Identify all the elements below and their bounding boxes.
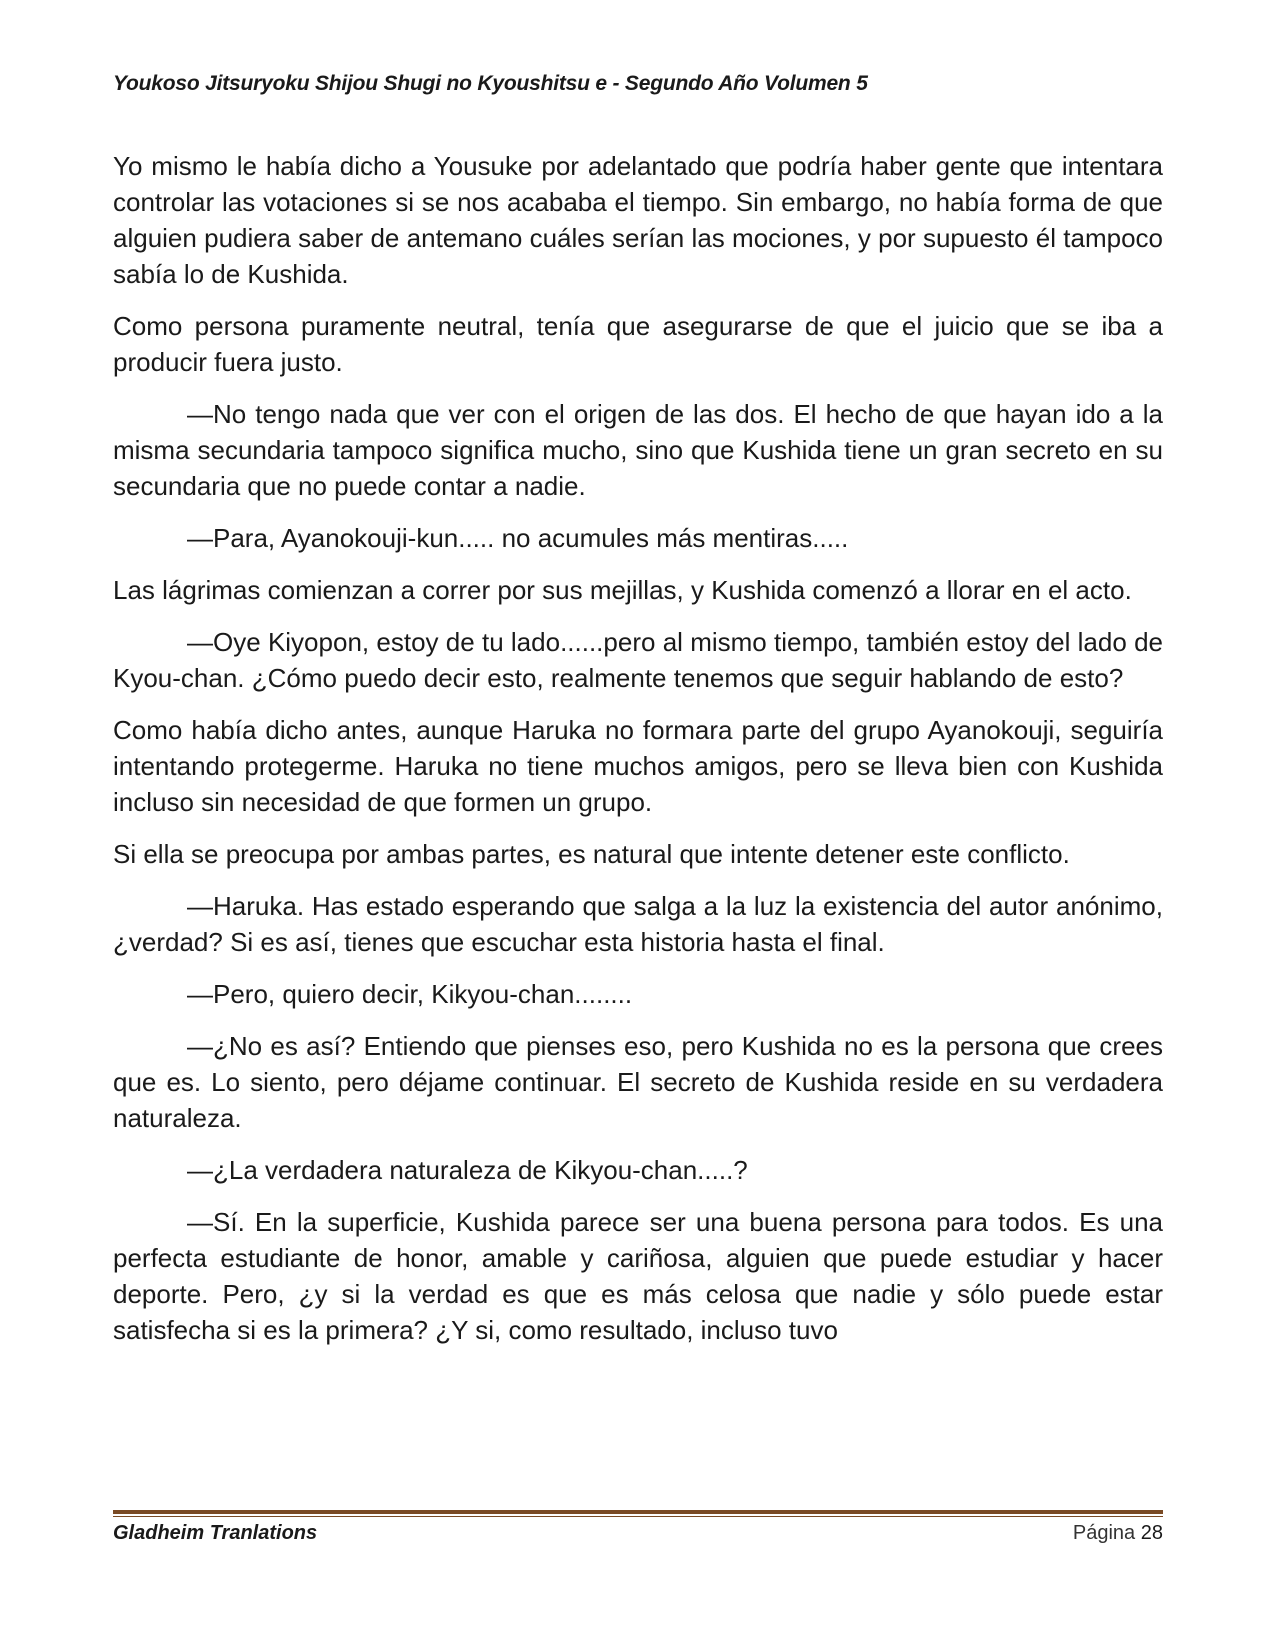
- paragraph-11: —¿No es así? Entiendo que pienses eso, pero Kushida no es la persona que crees que es. Lo siento, pero déjame continuar. El secreto de Kushida reside en su verdadera naturaleza.: [113, 1031, 1163, 1133]
- paragraph-13: —Sí. En la superficie, Kushida parece ser una buena persona para todos. Es una perfecta estudiante de honor, amable y cariñosa, alguien que puede estudiar y hacer deporte. Pero, ¿y si la verdad es que es más celosa que nadie y sólo puede estar satisfecha si es la primera? ¿Y si, como resultado, incluso tuvo: [113, 1207, 1163, 1345]
- paragraph-12: —¿La verdadera naturaleza de Kikyou-chan.....?: [187, 1155, 748, 1185]
- paragraph-7: Como había dicho antes, aunque Haruka no formara parte del grupo Ayanokouji, seguiría intentando protegerme. Haruka no tiene muchos amigos, pero se lleva bien con Kushida incluso sin necesidad de que formen un grupo.: [113, 715, 1163, 817]
- paragraph-4: —Para, Ayanokouji-kun..... no acumules más mentiras.....: [187, 523, 849, 553]
- footer-credit: Gladheim Tranlations: [113, 1522, 318, 1544]
- body-text: [113, 148, 1163, 1364]
- paragraph-1: Yo mismo le había dicho a Yousuke por adelantado que podría haber gente que intentara controlar las votaciones si se nos acababa el tiempo. Sin embargo, no había forma de que alguien pudiera saber de antemano cuáles serían las mociones, y por supuesto él tampoco sabía lo de Kushida.: [113, 151, 1163, 289]
- footer-page-indicator: [1073, 1522, 1163, 1545]
- paragraph-2: Como persona puramente neutral, tenía que asegurarse de que el juicio que se iba a producir fuera justo.: [113, 311, 1163, 377]
- paragraph-10: —Pero, quiero decir, Kikyou-chan........: [187, 979, 633, 1009]
- paragraph-5: Las lágrimas comienzan a correr por sus mejillas, y Kushida comenzó a llorar en el acto.: [113, 575, 1132, 605]
- page-header-title: Youkoso Jitsuryoku Shijou Shugi no Kyoushitsu e - Segundo Año Volumen 5: [113, 72, 868, 95]
- paragraph-3: —No tengo nada que ver con el origen de las dos. El hecho de que hayan ido a la misma secundaria tampoco significa mucho, sino que Kushida tiene un gran secreto en su secundaria que no puede contar a nadie.: [113, 399, 1163, 501]
- footer-page-number: 28: [1140, 1522, 1163, 1544]
- footer-divider-thick: [113, 1510, 1163, 1514]
- paragraph-8: Si ella se preocupa por ambas partes, es natural que intente detener este conflicto.: [113, 839, 1070, 869]
- paragraph-9: —Haruka. Has estado esperando que salga a la luz la existencia del autor anónimo, ¿verdad? Si es así, tienes que escuchar esta historia hasta el final.: [113, 891, 1163, 957]
- paragraph-6: —Oye Kiyopon, estoy de tu lado......pero al mismo tiempo, también estoy del lado de Kyou-chan. ¿Cómo puedo decir esto, realmente tenemos que seguir hablando de esto?: [113, 627, 1163, 693]
- footer-divider-thin: [113, 1516, 1163, 1517]
- footer-page-label: Página: [1072, 1522, 1136, 1544]
- footer-divider: [113, 1510, 1163, 1517]
